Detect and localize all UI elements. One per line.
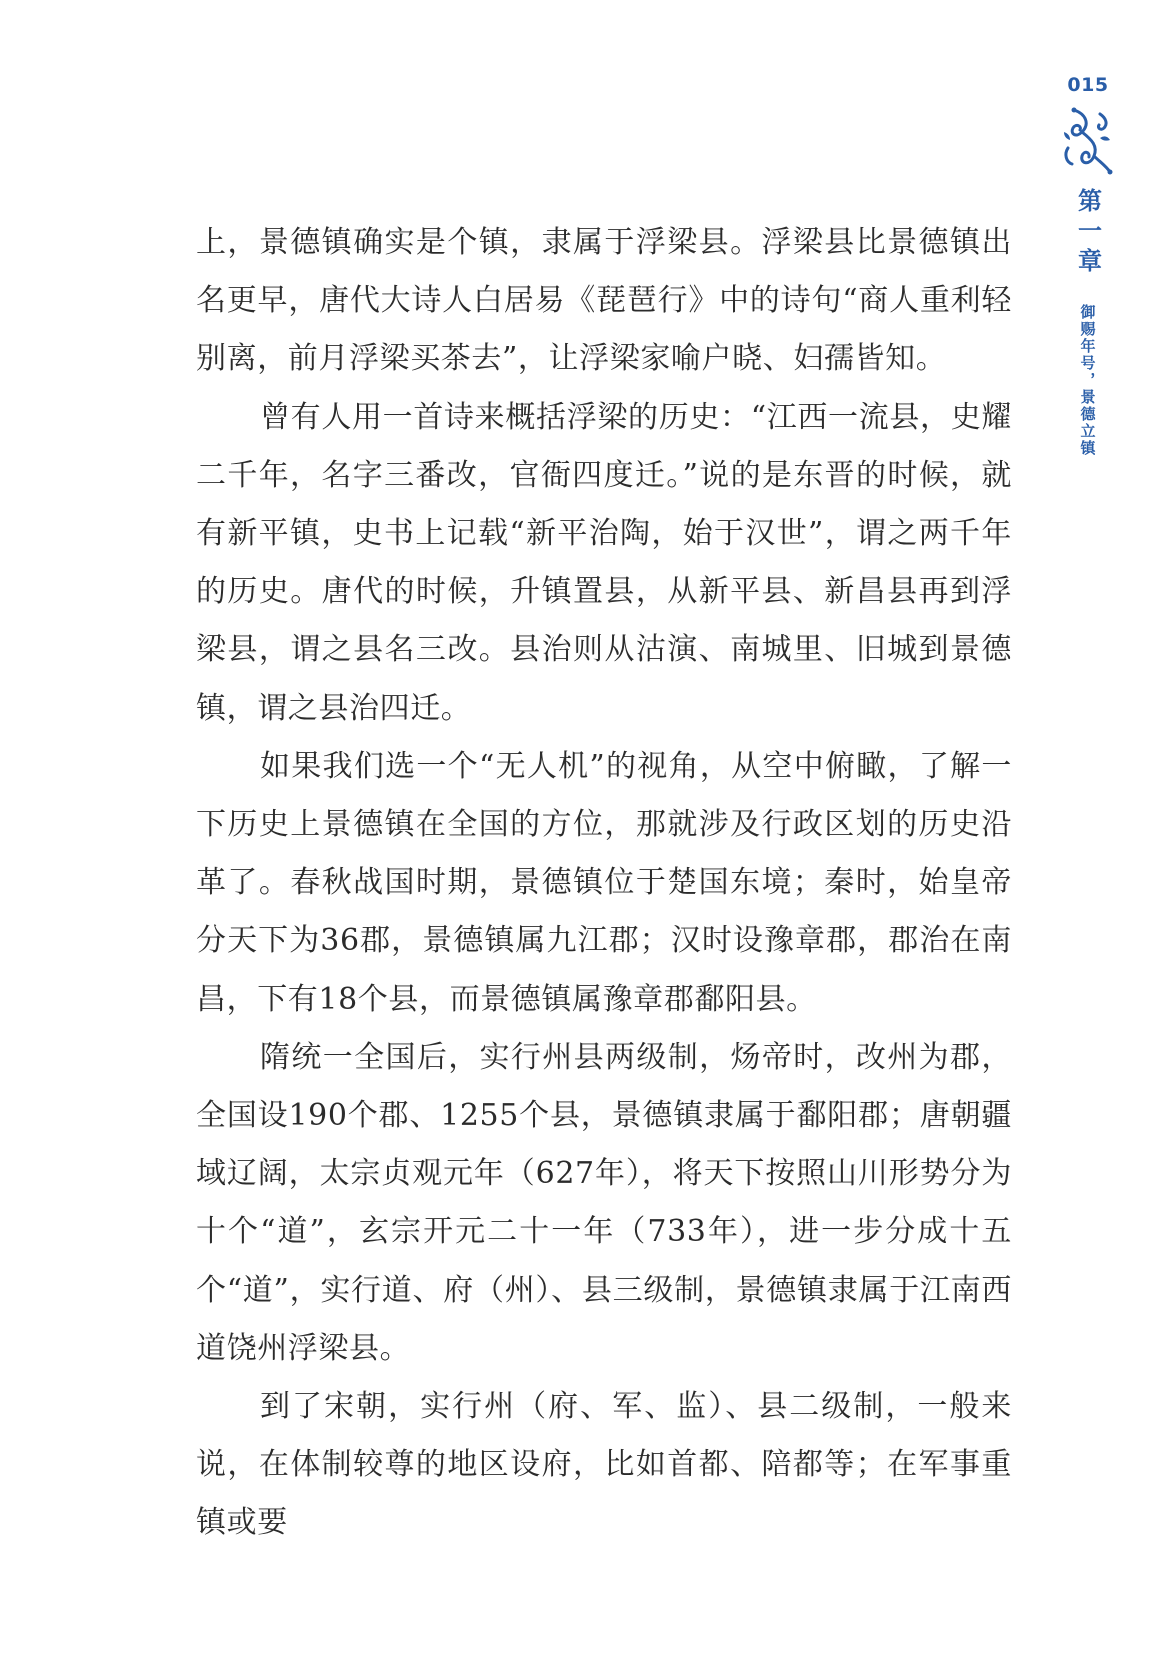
page-number: 015 <box>1067 74 1109 96</box>
paragraph-3: 如果我们选一个“无人机”的视角，从空中俯瞰，了解一下历史上景德镇在全国的方位，那就涉及行政区划的历史沿革了。春秋战国时期，景德镇位于楚国东境；秦时，始皇帝分天下为36郡，景德镇属九江郡；汉时设豫章郡，郡治在南昌，下有18个县，而景德镇属豫章郡鄱阳县。 <box>196 748 1012 1017</box>
chapter-title: 御赐年号，景德立镇 <box>1078 304 1097 457</box>
paragraph-1: 上，景德镇确实是个镇，隶属于浮梁县。浮梁县比景德镇出名更早，唐代大诗人白居易《琵琶行》中的诗句“商人重利轻别离，前月浮梁买茶去”，让浮梁家喻户晓、妇孺皆知。 <box>196 225 1012 377</box>
paragraph-5: 到了宋朝，实行州（府、军、监）、县二级制，一般来说，在体制较尊的地区设府，比如首都、陪都等；在军事重镇或要 <box>196 1389 1012 1541</box>
paragraph-4: 隋统一全国后，实行州县两级制，炀帝时，改州为郡，全国设190个郡、1255个县，景德镇隶属于鄱阳郡；唐朝疆域辽阔，太宗贞观元年（627年），将天下按照山川形势分为十个“道”，玄宗开元二十一年（733年），进一步分成十五个“道”，实行道、府（州）、县三级制，景德镇隶属于江南西道饶州浮梁县。 <box>196 1039 1012 1366</box>
body-text <box>196 214 1012 1553</box>
scroll-ornament-icon <box>1060 104 1116 178</box>
paragraph-2: 曾有人用一首诗来概括浮梁的历史：“江西一流县，史耀二千年，名字三番改，官衙四度迁。”说的是东晋的时候，就有新平镇，史书上记载“新平治陶，始于汉世”，谓之两千年的历史。唐代的时候，升镇置县，从新平县、新昌县再到浮梁县，谓之县名三改。县治则从沽演、南城里、旧城到景德镇，谓之县治四迁。 <box>196 399 1012 726</box>
chapter-label: 第一章 <box>1073 188 1102 278</box>
